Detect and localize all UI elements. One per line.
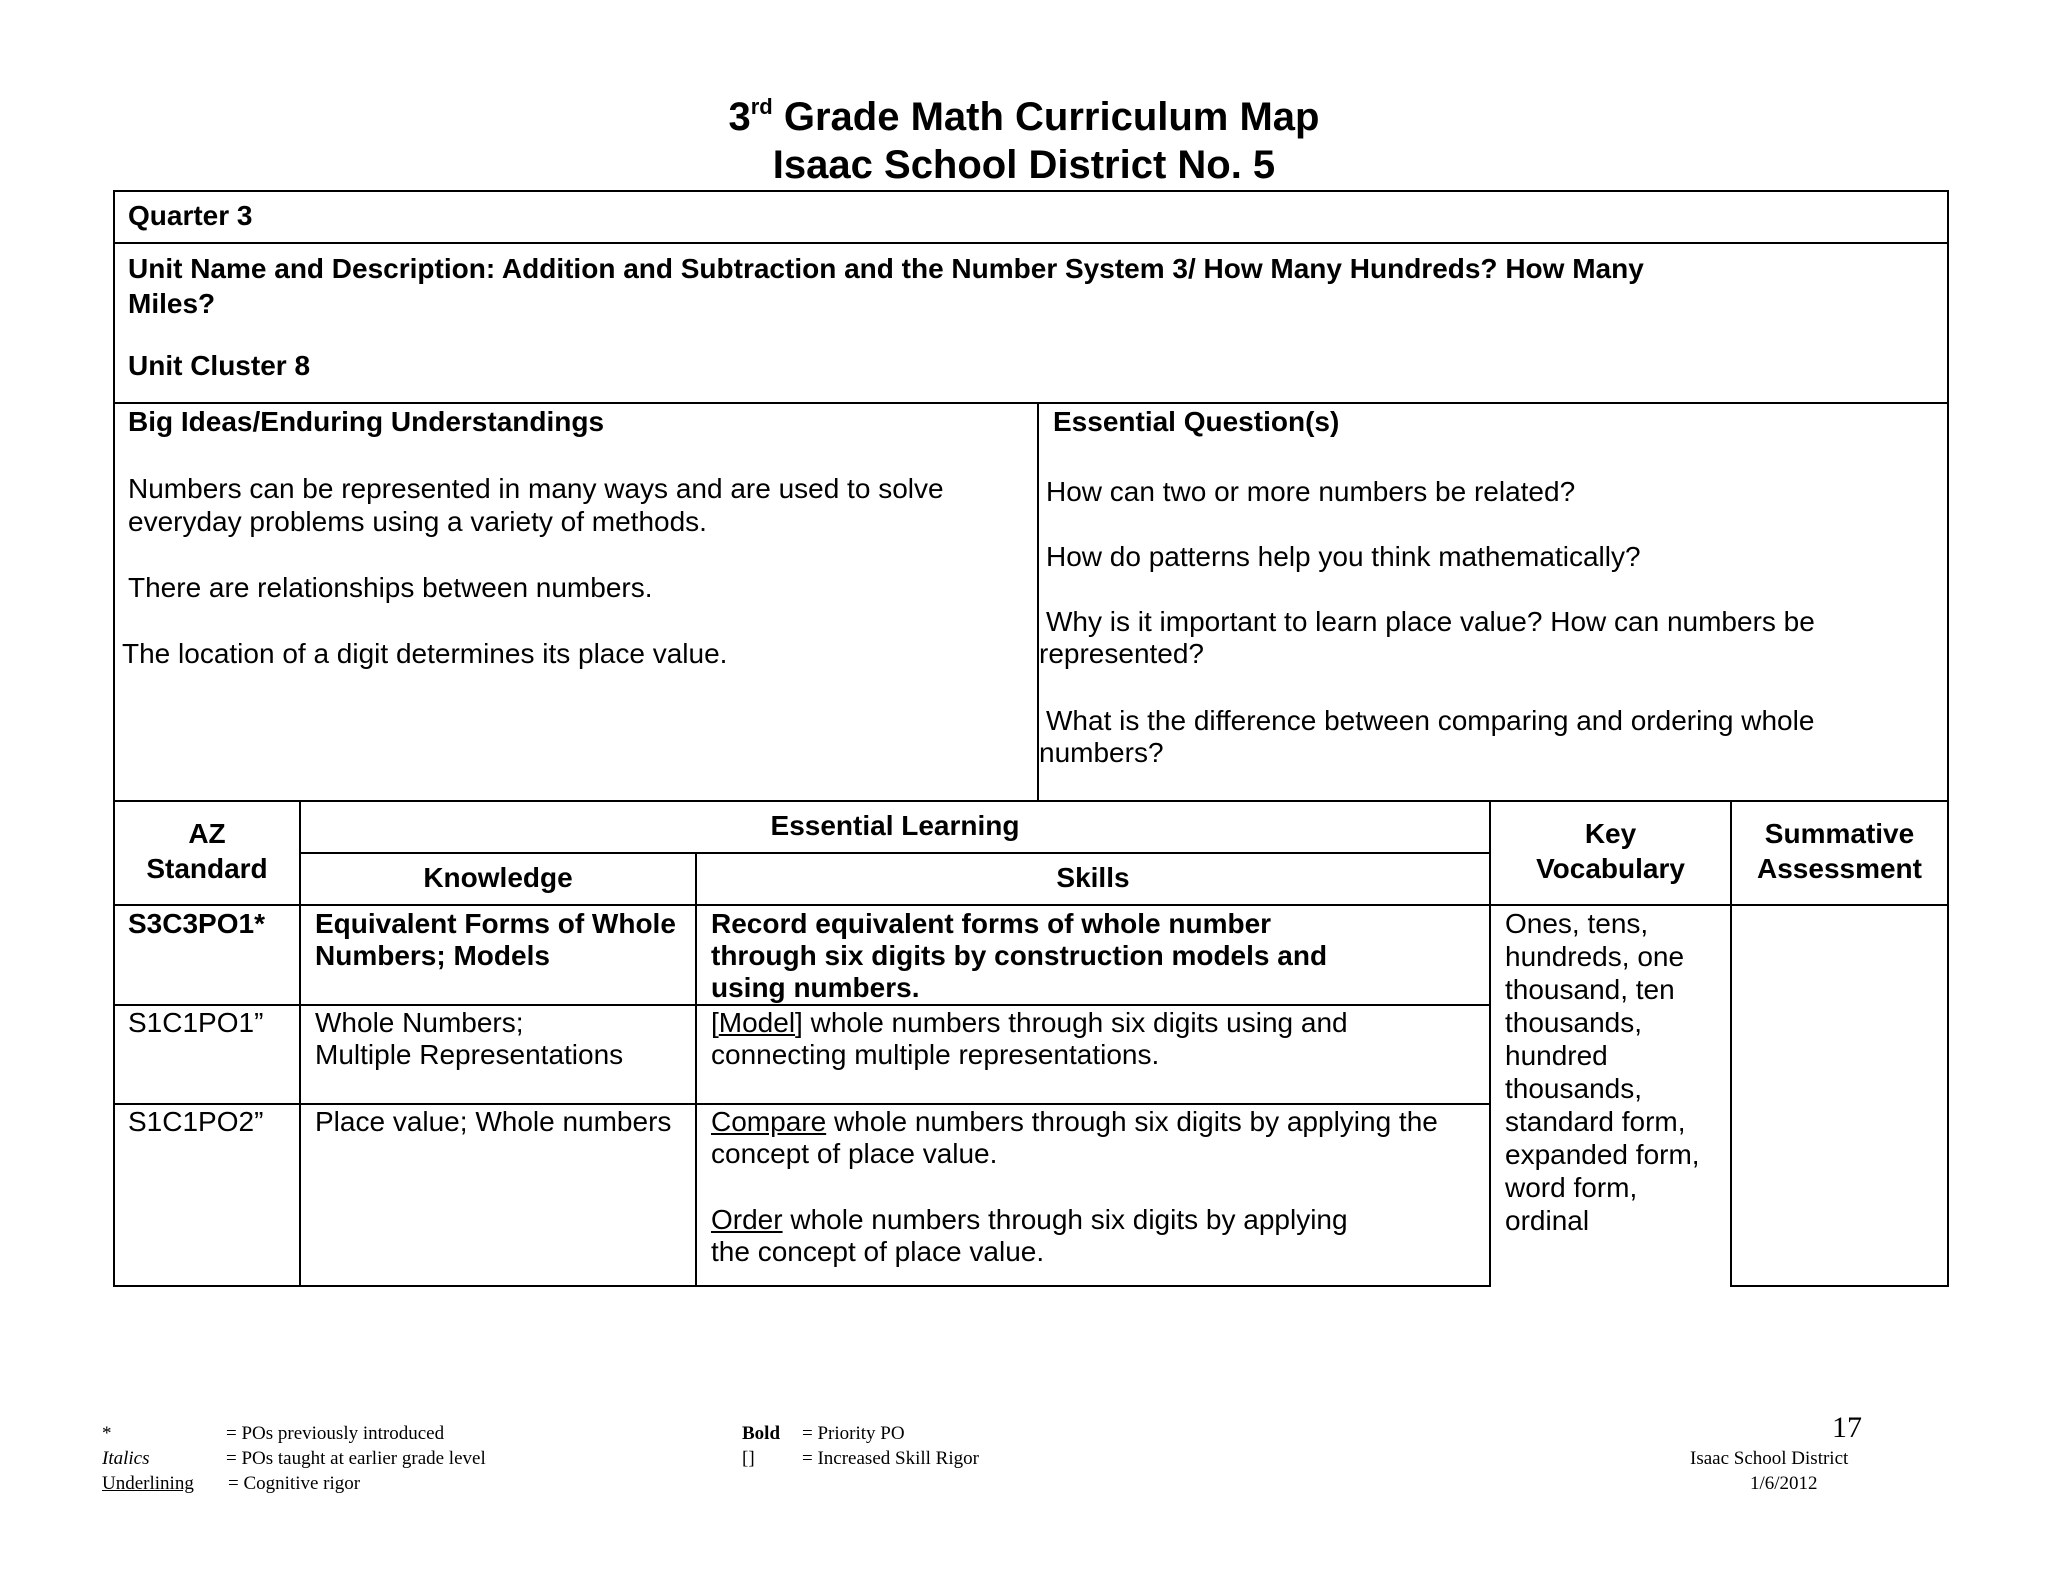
quarter-label: Quarter 3	[128, 200, 253, 231]
legend-key: Italics	[102, 1448, 150, 1469]
legend-value: = Cognitive rigor	[228, 1473, 361, 1494]
header-vocabulary: Vocabulary	[1536, 853, 1685, 884]
legend-value: = POs previously introduced	[226, 1423, 445, 1444]
skills-text: through six digits by construction models and	[711, 940, 1328, 971]
page-title: 3rd Grade Math Curriculum Map	[728, 94, 1320, 139]
header-standard: Standard	[146, 853, 268, 884]
page-number: 17	[1832, 1411, 1862, 1444]
divider	[1947, 802, 1949, 1287]
vocabulary-item: word form,	[1505, 1172, 1638, 1203]
essential-question: What is the difference between comparing and ordering whole	[1046, 705, 1815, 736]
knowledge-text: Whole Numbers;	[315, 1007, 524, 1038]
header-knowledge: Knowledge	[423, 862, 573, 893]
standard-code: S1C1PO1”	[128, 1007, 264, 1038]
divider	[695, 852, 697, 1287]
vocabulary-item: hundred	[1505, 1040, 1608, 1071]
divider	[113, 904, 1949, 906]
legend-key: []	[742, 1448, 755, 1469]
vocabulary-item: standard form,	[1505, 1106, 1686, 1137]
skills-text: [Model] whole numbers through six digits using and	[711, 1007, 1348, 1038]
unit-name-cont: Miles?	[128, 288, 216, 319]
big-idea-text: There are relationships between numbers.	[128, 572, 653, 603]
header-essential-learning: Essential Learning	[770, 810, 1020, 841]
vocabulary-item: thousands,	[1505, 1007, 1642, 1038]
header-key: Key	[1584, 818, 1637, 849]
footer-date: 1/6/2012	[1750, 1473, 1818, 1494]
divider	[1730, 1285, 1949, 1287]
standard-code: S3C3PO1*	[128, 908, 265, 939]
unit-cluster: Unit Cluster 8	[128, 350, 311, 381]
big-ideas-heading: Big Ideas/Enduring Understandings	[128, 406, 605, 437]
divider	[113, 402, 1949, 404]
divider	[113, 1004, 1491, 1006]
vocabulary-item: ordinal	[1505, 1205, 1590, 1236]
legend-key: Underlining	[102, 1473, 194, 1494]
skills-text: connecting multiple representations.	[711, 1039, 1160, 1070]
header-az: AZ	[188, 818, 226, 849]
skills-text: Record equivalent forms of whole number	[711, 908, 1272, 939]
vocabulary-item: expanded form,	[1505, 1139, 1700, 1170]
divider	[113, 1103, 1491, 1105]
vocabulary-item: thousands,	[1505, 1073, 1642, 1104]
legend-value: = POs taught at earlier grade level	[226, 1448, 486, 1469]
vocabulary-item: Ones, tens,	[1505, 908, 1649, 939]
header-assessment: Assessment	[1757, 853, 1922, 884]
skills-text: the concept of place value.	[711, 1236, 1045, 1267]
vocabulary-item: thousand, ten	[1505, 974, 1675, 1005]
divider	[300, 852, 1491, 854]
skills-text: Order whole numbers through six digits by applying	[711, 1204, 1348, 1235]
skills-text: concept of place value.	[711, 1138, 998, 1169]
divider	[113, 242, 1949, 244]
essential-questions-heading: Essential Question(s)	[1053, 406, 1340, 437]
vocabulary-item: hundreds, one	[1505, 941, 1685, 972]
header-summative: Summative	[1764, 818, 1915, 849]
header-skills: Skills	[1056, 862, 1130, 893]
knowledge-text: Equivalent Forms of Whole	[315, 908, 676, 939]
essential-question: How do patterns help you think mathematically?	[1046, 541, 1641, 572]
big-idea-text: everyday problems using a variety of methods.	[128, 506, 707, 537]
big-idea-text: The location of a digit determines its place value.	[122, 638, 728, 669]
legend-key: *	[102, 1423, 112, 1444]
essential-question: Why is it important to learn place value? How can numbers be	[1046, 606, 1815, 637]
divider	[113, 1285, 1491, 1287]
standard-code: S1C1PO2”	[128, 1106, 264, 1137]
essential-question: numbers?	[1039, 737, 1164, 768]
unit-name: Unit Name and Description: Addition and Subtraction and the Number System 3/ How Many Hundreds? How Many	[128, 253, 1644, 284]
essential-question: How can two or more numbers be related?	[1046, 476, 1576, 507]
legend-key: Bold	[742, 1423, 781, 1444]
page-subtitle: Isaac School District No. 5	[772, 143, 1276, 187]
essential-question: represented?	[1039, 638, 1205, 669]
big-idea-text: Numbers can be represented in many ways and are used to solve	[128, 473, 944, 504]
footer-district: Isaac School District	[1690, 1448, 1849, 1469]
knowledge-text: Multiple Representations	[315, 1039, 624, 1070]
legend-value: = Increased Skill Rigor	[802, 1448, 979, 1469]
legend-value: = Priority PO	[802, 1423, 905, 1444]
knowledge-text: Numbers; Models	[315, 940, 550, 971]
skills-text: Compare whole numbers through six digits by applying the	[711, 1106, 1438, 1137]
knowledge-text: Place value; Whole numbers	[315, 1106, 672, 1137]
skills-text: using numbers.	[711, 972, 920, 1003]
